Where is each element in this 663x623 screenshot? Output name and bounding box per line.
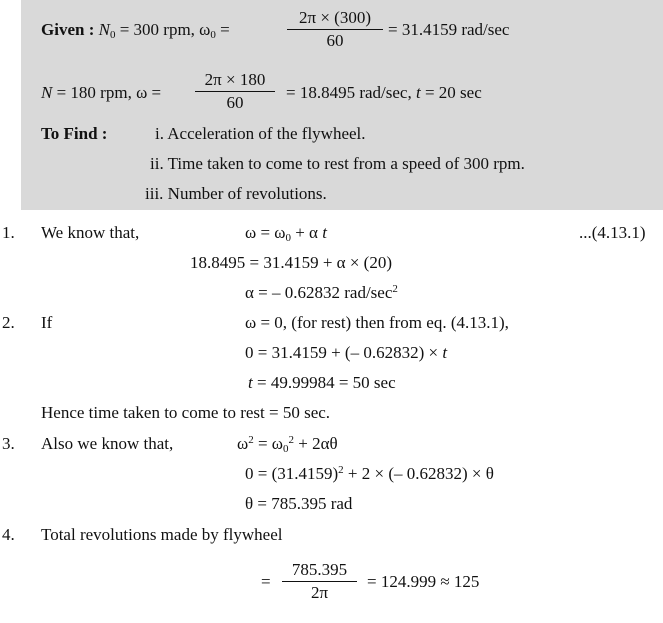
step-2-equation-c: t = 49.99984 = 50 sec bbox=[248, 373, 396, 392]
step-1-text: We know that, bbox=[41, 223, 140, 242]
given-result-2: = 18.8495 rad/sec, t = 20 sec bbox=[286, 83, 482, 102]
step-2-equation-a: ω = 0, (for rest) then from eq. (4.13.1), bbox=[245, 313, 509, 332]
step-1-equation-a: $\omega = \omega_0 + \alpha$ t bbox=[245, 223, 327, 244]
given-fraction-1: 2π × (300) 60 bbox=[287, 7, 383, 52]
step-2-conclusion: Hence time taken to come to rest = 50 sec. bbox=[41, 403, 331, 422]
step-1-equation-c: α = – 0.62832 rad/$\sec^2$ bbox=[245, 283, 398, 302]
step-4-result: = 124.999 ≈ 125 bbox=[367, 572, 480, 591]
step-4-fraction: 785.395 2π bbox=[282, 559, 357, 604]
n0-variable: N bbox=[98, 20, 110, 39]
step-4-number: 4. bbox=[2, 525, 15, 544]
to-find-item-1: i. Acceleration of the flywheel. bbox=[155, 124, 366, 143]
step-2-equation-b: 0 = 31.4159 + (– 0.62832) × t bbox=[245, 343, 448, 362]
to-find-item-2: ii. Time taken to come to rest from a speed of 300 rpm. bbox=[150, 154, 525, 173]
equation-reference: ...(4.13.1) bbox=[579, 223, 646, 242]
step-3-equation-b: $0 = (31.4159)^2 + 2$ × (– 0.62832) × θ bbox=[245, 464, 494, 483]
given-line-2: N = 180 rpm, ω = bbox=[41, 83, 162, 102]
given-result-1: = 31.4159 rad/sec bbox=[388, 20, 510, 39]
step-3-number: 3. bbox=[2, 434, 15, 453]
step-2-number: 2. bbox=[2, 313, 15, 332]
step-4-text: Total revolutions made by flywheel bbox=[41, 525, 283, 544]
step-3-text: Also we know that, bbox=[41, 434, 174, 453]
step-1-number: 1. bbox=[2, 223, 15, 242]
to-find-label: To Find : bbox=[41, 124, 108, 143]
given-fraction-2: 2π × 180 60 bbox=[195, 69, 275, 114]
to-find-item-3: iii. Number of revolutions. bbox=[145, 184, 327, 203]
step-3-equation-a: $\omega^2 = \omega_0^2 + 2\alpha\theta$ bbox=[237, 434, 338, 455]
step-1-equation-b: 18.8495 = 31.4159 + α × (20) bbox=[190, 253, 392, 272]
step-4-equals: = bbox=[261, 572, 271, 591]
given-line-1: Given : $N_0 = 300$ rpm, $\omega_0$ = bbox=[41, 20, 230, 41]
step-3-equation-c: θ = 785.395 rad bbox=[245, 494, 353, 513]
step-2-text: If bbox=[41, 313, 53, 332]
given-label: Given : bbox=[41, 20, 95, 39]
